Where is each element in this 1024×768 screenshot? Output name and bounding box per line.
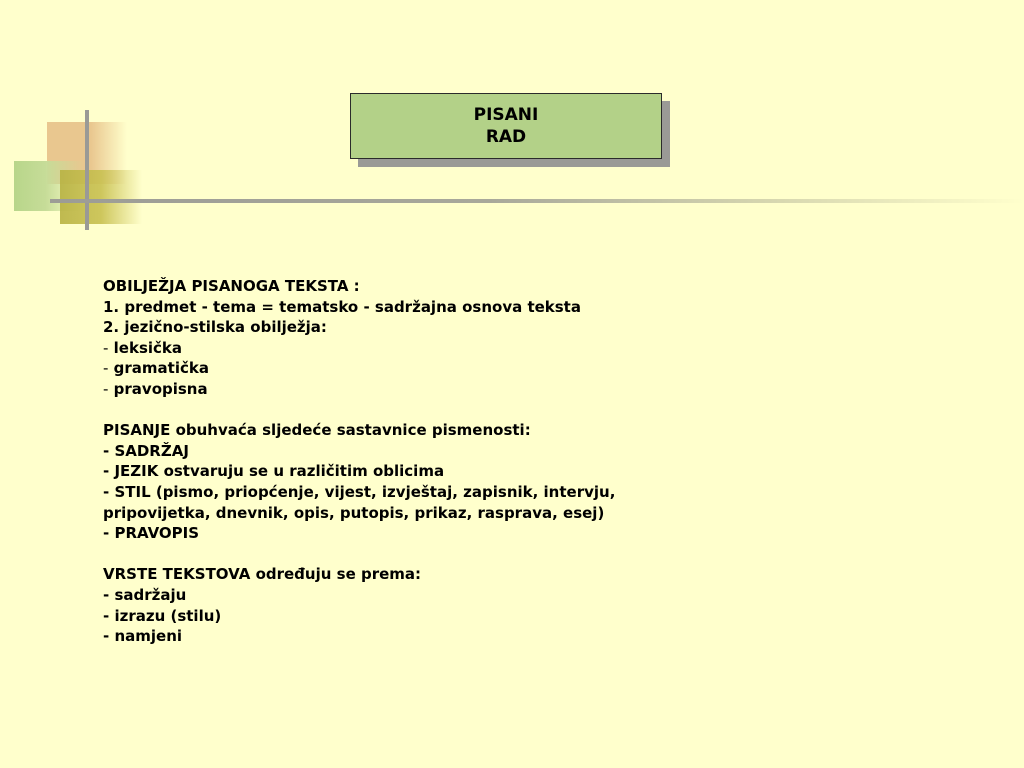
slide-title	[350, 93, 662, 159]
writing-item-1: - SADRŽAJ	[103, 441, 189, 460]
features-item-1: 1. predmet - tema = tematsko - sadržajna osnova teksta	[103, 297, 581, 316]
features-sub-1	[103, 338, 983, 359]
spacer	[103, 400, 983, 421]
features-sub-2	[103, 358, 983, 379]
features-sub-2-text: gramatička	[113, 359, 209, 378]
bullet-dash: -	[103, 338, 109, 357]
features-heading: OBILJEŽJA PISANOGA TEKSTA :	[103, 277, 360, 295]
spacer	[103, 544, 983, 565]
writing-heading: PISANJE obuhvaća sljedeće sastavnice pismenosti:	[103, 421, 531, 440]
bullet-dash: -	[103, 359, 109, 378]
bullet-dash: -	[103, 379, 109, 398]
writing-item-4: - PRAVOPIS	[103, 524, 200, 543]
slide-body	[103, 276, 983, 647]
title-line-2: RAD	[485, 127, 527, 147]
writing-item-2: - JEZIK ostvaruju se u različitim oblicima	[103, 462, 445, 481]
title-line-1: PISANI	[473, 105, 539, 125]
features-item-2: 2. jezično-stilska obilježja:	[103, 318, 327, 337]
decor-horizontal-line	[50, 199, 1024, 203]
decor-olive-block	[60, 170, 142, 224]
writing-item-3: - STIL (pismo, priopćenje, vijest, izvještaj, zapisnik, intervju,	[103, 482, 616, 501]
decor-vertical-line	[85, 110, 89, 230]
features-sub-3-text: pravopisna	[113, 379, 208, 398]
text-types-item-3: - namjeni	[103, 627, 183, 646]
features-sub-1-text: leksička	[113, 338, 183, 357]
text-types-heading: VRSTE TEKSTOVA određuju se prema:	[103, 565, 422, 584]
text-types-item-1: - sadržaju	[103, 585, 187, 604]
text-types-item-2: - izrazu (stilu)	[103, 606, 222, 625]
writing-item-3-continued: pripovijetka, dnevnik, opis, putopis, prikaz, rasprava, esej)	[103, 503, 605, 522]
features-sub-3	[103, 379, 983, 400]
